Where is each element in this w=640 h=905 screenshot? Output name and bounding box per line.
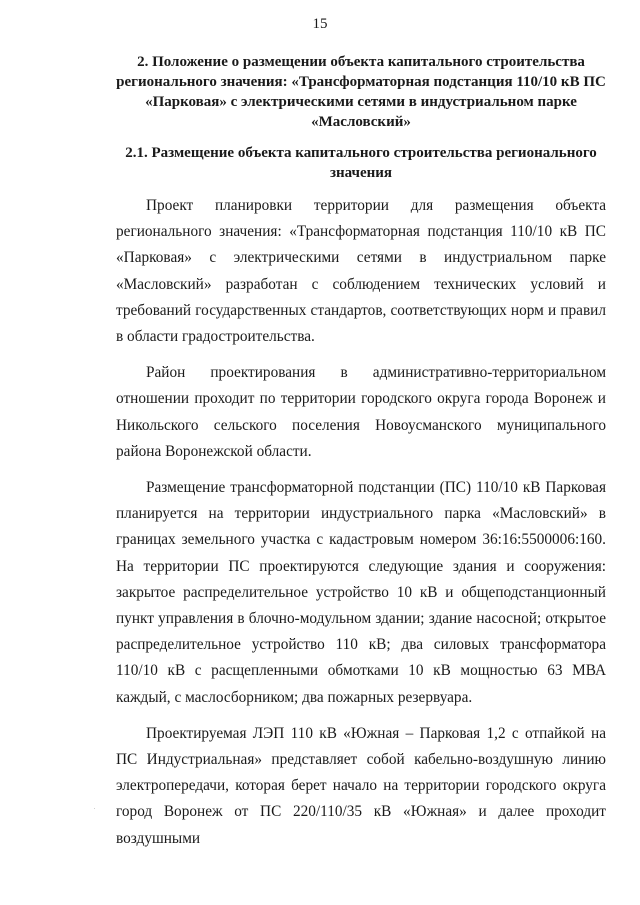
body-text	[116, 193, 606, 852]
paragraph: Проект планировки территории для размещения объекта регионального значения: «Трансформаторная подстанция 110/10 кВ ПС «Парковая» с электрическими сетями в индустриальном парке «Масловский» разработан с соблюдением технических условий и требований государственных стандартов, соответствующих норм и правил в области градостроительства.	[116, 197, 606, 346]
subsection-heading: 2.1. Размещение объекта капитального строительства регионального значения	[125, 145, 597, 181]
paragraph: Район проектирования в административно-территориальном отношении проходит по территории городского округа города Воронеж и Никольского сельского поселения Новоусманского муниципального района Воронежской области.	[116, 364, 606, 460]
scan-speck	[94, 808, 95, 809]
paragraph: Проектируемая ЛЭП 110 кВ «Южная – Парковая 1,2 с отпайкой на ПС Индустриальная» представляет собой кабельно-воздушную линию электропередачи, которая берет начало на территории городского округа город Воронеж от ПС 220/110/35 кВ «Южная» и далее проходит воздушными	[116, 724, 606, 847]
page-number: 15	[312, 16, 328, 32]
paragraph: Размещение трансформаторной подстанции (ПС) 110/10 кВ Парковая планируется на территории индустриального парка «Масловский» в границах земельного участка с кадастровым номером 36:16:5500006:160. На территории ПС проектируются следующие здания и сооружения: закрытое распределительное устройство 10 кВ и общеподстанционный пункт управления в блочно-модульном здании; здание насосной; открытое распределительное устройство 110 кВ; два силовых трансформатора 110/10 кВ с расщепленными обмотками 10 кВ мощностью 63 МВА каждый, с маслосборником; два пожарных резервуара.	[116, 479, 606, 706]
section-heading: 2. Положение о размещении объекта капитального строительства регионального значения: «Трансформаторная подстанция 110/10 кВ ПС «Парковая» с электрическими сетями в индустриальном парке «Масловский»	[116, 54, 606, 130]
